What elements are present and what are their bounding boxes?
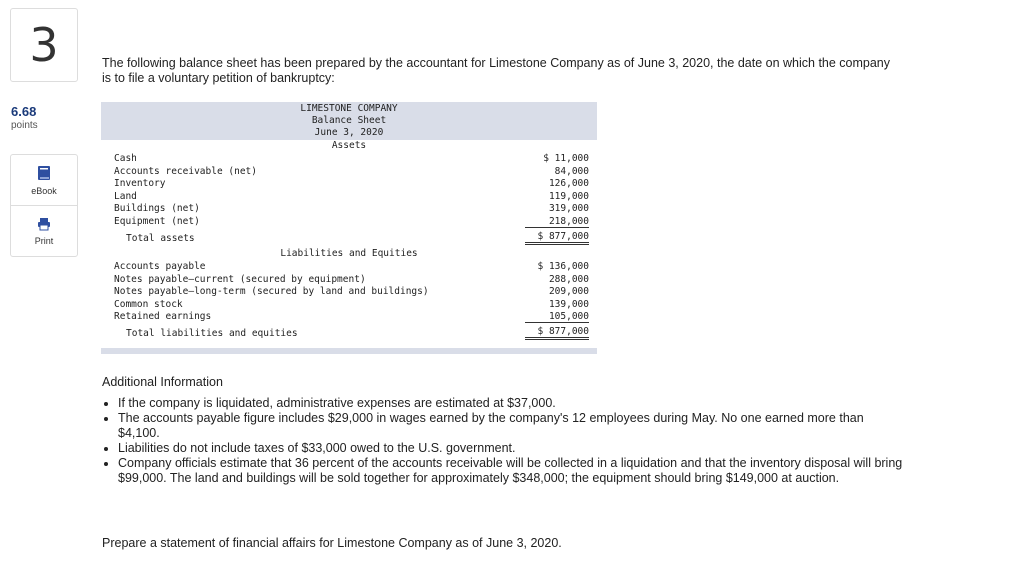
company-name: LIMESTONE COMPANY [300,103,398,114]
points-block [11,104,38,131]
asset-amount: 319,000 [548,203,589,214]
additional-list [102,396,908,486]
asset-amount: 218,000 [525,216,589,228]
book-icon [37,165,51,183]
asset-amount: 119,000 [548,190,589,202]
print-button[interactable] [11,205,77,256]
total-liabilities-label: Total liabilities and equities [126,328,298,339]
print-label: Print [34,235,54,246]
liability-amount: 209,000 [548,286,589,297]
total-assets-label: Total assets [126,233,195,244]
liability-amount: $ 136,000 [537,261,589,272]
liability-label: Retained earnings [114,311,212,322]
balance-sheet-footer-band [101,348,597,354]
asset-label: Buildings (net) [114,203,200,214]
asset-label: Equipment (net) [114,215,200,227]
total-assets-amount: $ 877,000 [525,231,589,245]
asset-amount: 126,000 [548,178,589,189]
asset-label: Cash [114,153,137,164]
liability-amount: 139,000 [548,298,589,310]
intro-text: The following balance sheet has been prepared by the accountant for Limestone Company as of June 3, 2020, the date on which the company is to file a voluntary petition of bankruptcy: [102,56,891,85]
asset-amount: $ 11,000 [543,153,589,164]
liability-label: Notes payable—current (secured by equipment) [114,273,366,285]
liability-label: Accounts payable [114,261,206,272]
points-value: 6.68 [11,104,37,119]
question-number: 3 [29,18,59,72]
additional-heading: Additional Information [102,375,223,389]
asset-label: Land [114,190,137,202]
ebook-button[interactable] [11,155,77,205]
list-item: • Liabilities do not include taxes of $33,000 owed to the U.S. government. [118,441,908,456]
list-item: • The accounts payable figure includes $29,000 in wages earned by the company's 12 employees during May. No one earned more than $4,100. [118,411,908,441]
printer-icon [37,217,51,233]
liability-label: Notes payable—long-term (secured by land and buildings) [114,286,429,297]
total-liabilities-amount: $ 877,000 [525,326,589,340]
liability-amount: 288,000 [548,273,589,285]
balance-sheet [101,102,597,354]
asset-label: Inventory [114,178,166,189]
asset-amount: 84,000 [554,165,589,177]
liability-label: Common stock [114,298,183,310]
list-item: • If the company is liquidated, administrative expenses are estimated at $37,000. [118,396,908,411]
ebook-label: eBook [31,185,57,196]
points-label: points [11,120,38,131]
side-tools [10,154,78,257]
statement-title: Balance Sheet [311,115,387,126]
liabilities-heading: Liabilities and Equities [280,248,418,259]
list-item: • Company officials estimate that 36 percent of the accounts receivable will be collected in a liquidation and that the inventory disposal will bring $99,000. The land and buildings will be sold together for approximately $348,000; the equipment should bring $149,000 at auction. [118,456,908,486]
liability-amount: 105,000 [525,311,589,323]
assets-heading: Assets [331,140,367,151]
statement-date: June 3, 2020 [314,127,384,138]
prepare-instruction: Prepare a statement of financial affairs for Limestone Company as of June 3, 2020. [102,536,562,550]
asset-label: Accounts receivable (net) [114,165,257,177]
question-number-box [10,8,78,82]
